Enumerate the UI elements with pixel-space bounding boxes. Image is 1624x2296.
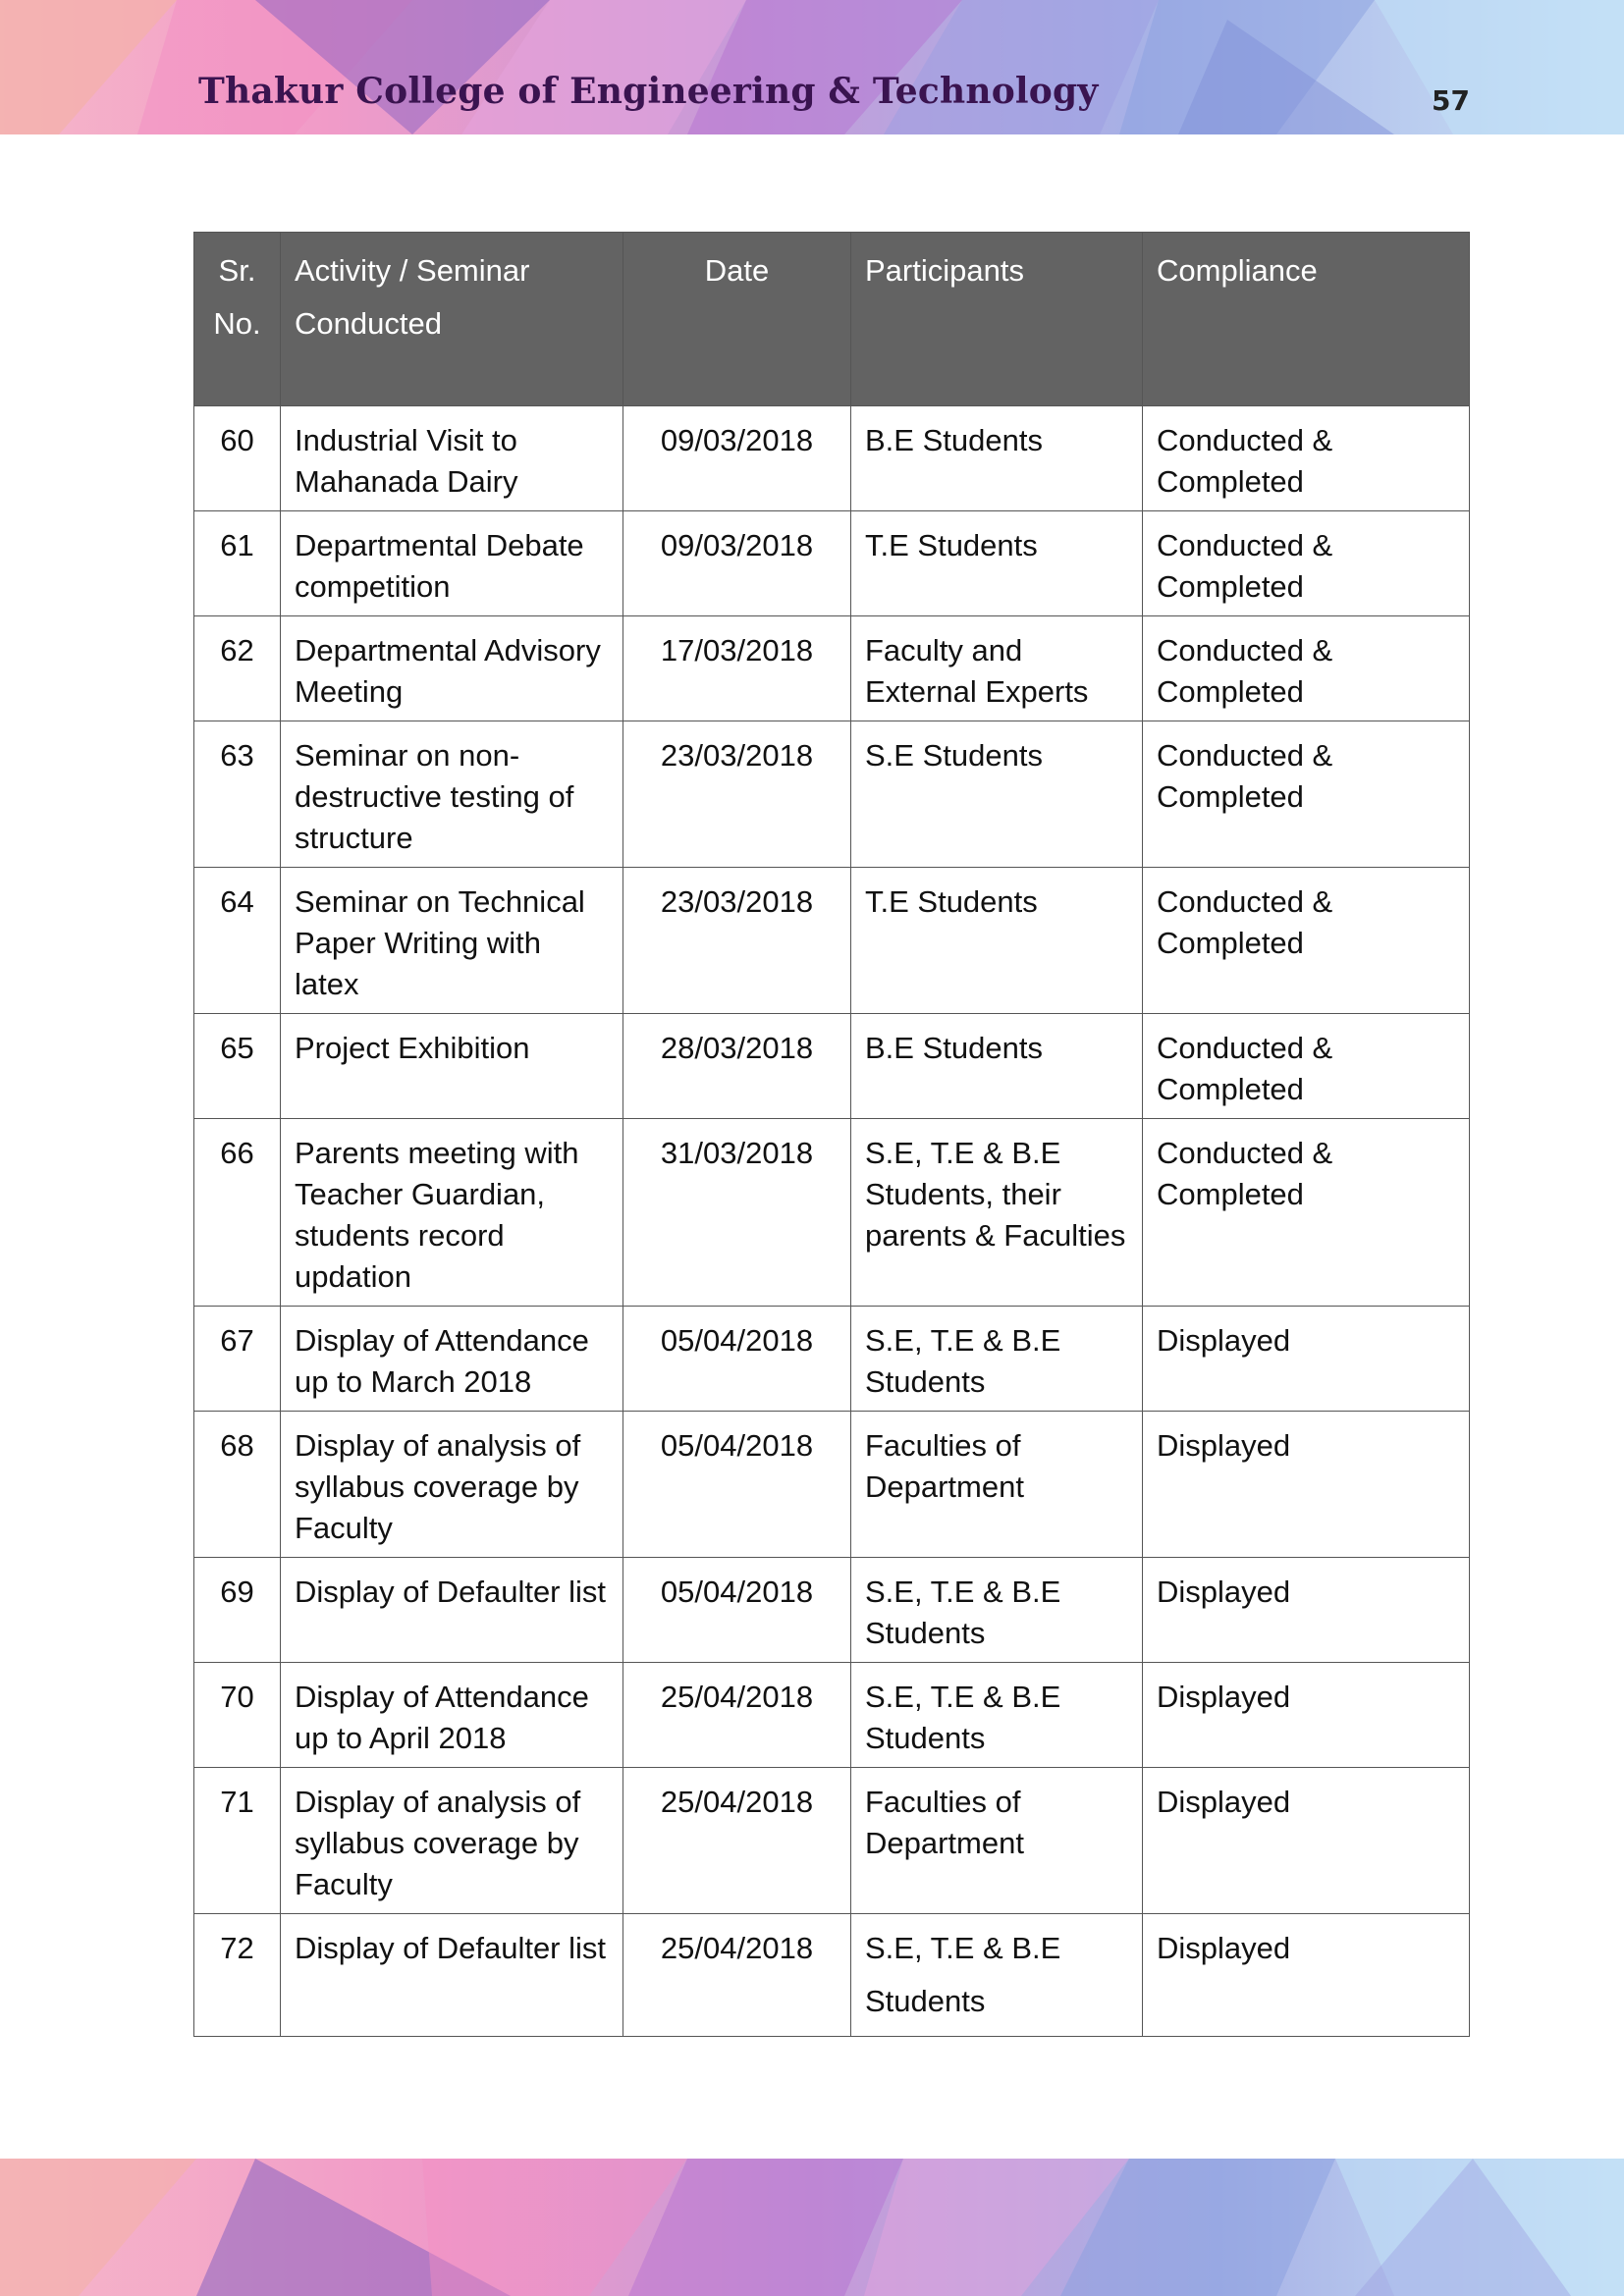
cell-participants: Faculties of Department [851, 1768, 1143, 1914]
activities-table [193, 232, 1470, 2037]
cell-activity: Industrial Visit to Mahanada Dairy [281, 406, 623, 511]
cell-date: 23/03/2018 [623, 868, 851, 1014]
table-row [194, 1768, 1470, 1914]
cell-participants: S.E, T.E & B.E Students [851, 1914, 1143, 2037]
cell-activity: Departmental Debate competition [281, 511, 623, 616]
table-row [194, 406, 1470, 511]
footer-banner [0, 2159, 1624, 2296]
cell-sr-no: 66 [194, 1119, 281, 1307]
cell-activity: Display of Defaulter list [281, 1558, 623, 1663]
cell-date: 05/04/2018 [623, 1412, 851, 1558]
cell-participants: S.E, T.E & B.E Students [851, 1558, 1143, 1663]
cell-participants: S.E, T.E & B.E Students [851, 1663, 1143, 1768]
cell-compliance: Conducted & Completed [1143, 721, 1470, 868]
header-banner [0, 0, 1624, 134]
cell-participants: S.E, T.E & B.E Students, their parents & Faculties [851, 1119, 1143, 1307]
cell-participants: Faculties of Department [851, 1412, 1143, 1558]
cell-date: 31/03/2018 [623, 1119, 851, 1307]
table-row [194, 868, 1470, 1014]
cell-date: 25/04/2018 [623, 1914, 851, 2037]
cell-participants: S.E, T.E & B.E Students [851, 1307, 1143, 1412]
cell-participants: S.E Students [851, 721, 1143, 868]
cell-compliance: Displayed [1143, 1558, 1470, 1663]
table-row [194, 616, 1470, 721]
cell-date: 05/04/2018 [623, 1307, 851, 1412]
cell-sr-no: 72 [194, 1914, 281, 2037]
cell-compliance: Conducted & Completed [1143, 1119, 1470, 1307]
cell-date: 09/03/2018 [623, 406, 851, 511]
cell-date: 25/04/2018 [623, 1768, 851, 1914]
table-row [194, 1014, 1470, 1119]
cell-sr-no: 60 [194, 406, 281, 511]
cell-compliance: Displayed [1143, 1914, 1470, 2037]
cell-sr-no: 67 [194, 1307, 281, 1412]
cell-date: 23/03/2018 [623, 721, 851, 868]
cell-sr-no: 61 [194, 511, 281, 616]
table-row [194, 1663, 1470, 1768]
table-row [194, 721, 1470, 868]
cell-compliance: Conducted & Completed [1143, 868, 1470, 1014]
column-header-compliance: Compliance [1143, 233, 1470, 406]
table-row [194, 1412, 1470, 1558]
table-row [194, 511, 1470, 616]
cell-date: 09/03/2018 [623, 511, 851, 616]
cell-participants: B.E Students [851, 406, 1143, 511]
cell-compliance: Displayed [1143, 1768, 1470, 1914]
footer-banner-art [0, 2159, 1624, 2296]
table-row [194, 1558, 1470, 1663]
cell-date: 17/03/2018 [623, 616, 851, 721]
cell-activity: Seminar on Technical Paper Writing with latex [281, 868, 623, 1014]
cell-compliance: Conducted & Completed [1143, 616, 1470, 721]
cell-participants: T.E Students [851, 868, 1143, 1014]
cell-date: 05/04/2018 [623, 1558, 851, 1663]
cell-activity: Display of Defaulter list [281, 1914, 623, 2037]
column-header-participants: Participants [851, 233, 1143, 406]
table-row [194, 1307, 1470, 1412]
column-header-date: Date [623, 233, 851, 406]
cell-compliance: Conducted & Completed [1143, 1014, 1470, 1119]
cell-participants: T.E Students [851, 511, 1143, 616]
column-header-sr-line-1: Sr. [218, 253, 256, 288]
column-header-activity-line-2: Conducted [295, 306, 442, 341]
cell-participants: B.E Students [851, 1014, 1143, 1119]
cell-activity: Project Exhibition [281, 1014, 623, 1119]
cell-date: 25/04/2018 [623, 1663, 851, 1768]
cell-activity: Display of Attendance up to March 2018 [281, 1307, 623, 1412]
column-header-activity [281, 233, 623, 406]
cell-activity: Departmental Advisory Meeting [281, 616, 623, 721]
cell-activity: Display of Attendance up to April 2018 [281, 1663, 623, 1768]
cell-activity: Display of analysis of syllabus coverage by Faculty [281, 1412, 623, 1558]
page-number: 57 [1432, 84, 1470, 117]
header-banner-art [0, 0, 1624, 134]
cell-compliance: Conducted & Completed [1143, 406, 1470, 511]
table-row [194, 1119, 1470, 1307]
column-header-activity-line-1: Activity / Seminar [295, 253, 530, 288]
cell-sr-no: 64 [194, 868, 281, 1014]
cell-activity: Seminar on non-destructive testing of structure [281, 721, 623, 868]
table-header-row [194, 233, 1470, 406]
cell-compliance: Displayed [1143, 1412, 1470, 1558]
cell-compliance: Displayed [1143, 1663, 1470, 1768]
table-row [194, 1914, 1470, 2037]
column-header-sr-line-2: No. [213, 306, 261, 341]
column-header-sr-no [194, 233, 281, 406]
cell-activity: Parents meeting with Teacher Guardian, students record updation [281, 1119, 623, 1307]
cell-date: 28/03/2018 [623, 1014, 851, 1119]
college-title: Thakur College of Engineering & Technology [198, 71, 1099, 112]
cell-sr-no: 65 [194, 1014, 281, 1119]
cell-sr-no: 68 [194, 1412, 281, 1558]
cell-sr-no: 71 [194, 1768, 281, 1914]
cell-sr-no: 62 [194, 616, 281, 721]
cell-activity: Display of analysis of syllabus coverage by Faculty [281, 1768, 623, 1914]
cell-compliance: Conducted & Completed [1143, 511, 1470, 616]
cell-sr-no: 70 [194, 1663, 281, 1768]
cell-compliance: Displayed [1143, 1307, 1470, 1412]
cell-sr-no: 63 [194, 721, 281, 868]
cell-sr-no: 69 [194, 1558, 281, 1663]
cell-participants: Faculty and External Experts [851, 616, 1143, 721]
